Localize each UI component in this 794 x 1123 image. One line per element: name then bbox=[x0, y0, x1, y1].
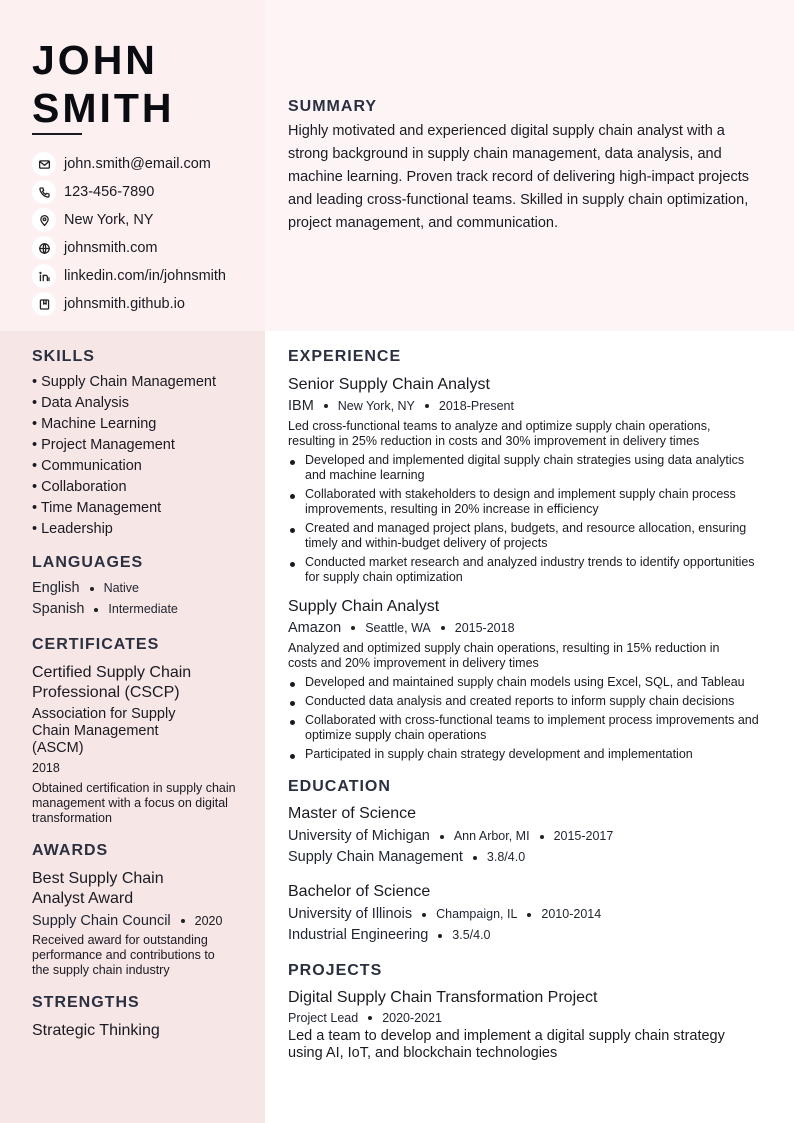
linkedin-icon bbox=[32, 264, 56, 288]
separator-dot bbox=[425, 404, 429, 408]
education-school-line bbox=[288, 904, 768, 925]
separator-dot bbox=[422, 913, 426, 917]
education-heading: EDUCATION bbox=[288, 778, 391, 795]
job-meta bbox=[288, 620, 768, 636]
bullet-dot bbox=[288, 713, 305, 743]
skill-item: • Leadership bbox=[32, 521, 113, 537]
education-school-line bbox=[288, 826, 768, 847]
awards-heading: AWARDS bbox=[32, 842, 109, 859]
education-field-line bbox=[288, 847, 768, 868]
phone-icon bbox=[32, 180, 56, 204]
globe-icon bbox=[32, 236, 56, 260]
skill-item: • Time Management bbox=[32, 500, 162, 516]
languages-section bbox=[32, 554, 247, 620]
bullet-text: Developed and implemented digital supply chain strategies using data analytics and machine learning bbox=[305, 453, 745, 482]
job-bullets bbox=[288, 675, 768, 762]
education-dates: 2015-2017 bbox=[553, 829, 614, 843]
separator-dot bbox=[324, 404, 328, 408]
degree-name: Master of Science bbox=[288, 805, 417, 822]
degree-name: Bachelor of Science bbox=[288, 883, 431, 900]
location-pin-icon bbox=[32, 208, 56, 232]
separator-dot bbox=[90, 587, 94, 591]
job-bullets bbox=[288, 453, 768, 585]
bullet-dot bbox=[288, 747, 305, 762]
separator-dot bbox=[368, 1016, 372, 1020]
job-title: Senior Supply Chain Analyst bbox=[288, 376, 490, 393]
contact-email[interactable] bbox=[32, 150, 226, 178]
award-description: Received award for outstanding performance and contributions to the supply chain industry bbox=[32, 933, 215, 977]
job-dates: 2018-Present bbox=[438, 399, 514, 413]
education-entry bbox=[288, 882, 768, 946]
certificate-description: Obtained certification in supply chain management with a focus on digital transformation bbox=[32, 781, 236, 825]
award-issuer: Supply Chain Council bbox=[32, 913, 171, 929]
separator-dot bbox=[351, 626, 355, 630]
job-bullet bbox=[288, 521, 768, 551]
bullet-dot bbox=[288, 694, 305, 709]
summary-heading: SUMMARY bbox=[288, 98, 378, 115]
project-entry bbox=[288, 988, 768, 1062]
skill-item: • Communication bbox=[32, 458, 142, 474]
name-divider bbox=[32, 133, 82, 135]
experience-section bbox=[288, 348, 768, 762]
last-name: SMITH bbox=[32, 85, 175, 131]
separator-dot bbox=[181, 919, 185, 923]
job-location: Seattle, WA bbox=[365, 621, 431, 635]
bullet-text: Developed and maintained supply chain models using Excel, SQL, and Tableau bbox=[305, 675, 745, 689]
contact-portfolio[interactable] bbox=[32, 290, 226, 318]
awards-section bbox=[32, 842, 247, 978]
education-section bbox=[288, 778, 768, 946]
portfolio-icon bbox=[32, 292, 56, 316]
projects-heading: PROJECTS bbox=[288, 962, 383, 979]
language-name: English bbox=[32, 580, 80, 596]
contact-linkedin-text: linkedin.com/in/johnsmith bbox=[64, 268, 226, 284]
contact-location-text: New York, NY bbox=[64, 212, 154, 228]
separator-dot bbox=[527, 913, 531, 917]
experience-heading: EXPERIENCE bbox=[288, 348, 402, 365]
job-location: New York, NY bbox=[337, 399, 415, 413]
job-bullet bbox=[288, 694, 768, 709]
contact-website[interactable] bbox=[32, 234, 226, 262]
job-entry bbox=[288, 597, 768, 762]
project-role: Project Lead bbox=[288, 1011, 359, 1025]
education-entry bbox=[288, 804, 768, 868]
skills-section bbox=[32, 348, 247, 540]
certificate-issuer: Association for Supply Chain Management (ASCM) bbox=[32, 706, 176, 756]
bullet-dot bbox=[288, 555, 305, 585]
separator-dot bbox=[441, 626, 445, 630]
school-name: University of Illinois bbox=[288, 906, 413, 922]
job-company: Amazon bbox=[288, 620, 342, 636]
gpa: 3.5/4.0 bbox=[452, 928, 491, 942]
sidebar bbox=[32, 348, 247, 1041]
field-of-study: Industrial Engineering bbox=[288, 927, 429, 943]
job-description: Led cross-functional teams to analyze and optimize supply chain operations, resulting in 25% reduction in costs and 30% improvement in delivery times bbox=[288, 419, 711, 448]
job-dates: 2015-2018 bbox=[454, 621, 515, 635]
job-company: IBM bbox=[288, 398, 314, 414]
bullet-text: Collaborated with cross-functional teams to implement process improvements and optimize supply chain operations bbox=[305, 713, 759, 742]
certificate-year: 2018 bbox=[32, 761, 60, 775]
gpa: 3.8/4.0 bbox=[486, 850, 526, 864]
award-year: 2020 bbox=[194, 913, 223, 928]
contact-website-text: johnsmith.com bbox=[64, 240, 158, 256]
bullet-dot bbox=[288, 453, 305, 483]
separator-dot bbox=[438, 934, 442, 938]
job-description: Analyzed and optimized supply chain operations, resulting in 15% reduction in costs and 20% improvement in delivery times bbox=[288, 641, 720, 670]
contact-phone-text: 123-456-7890 bbox=[64, 184, 155, 200]
job-title: Supply Chain Analyst bbox=[288, 598, 440, 615]
school-name: University of Michigan bbox=[288, 828, 430, 844]
job-bullet bbox=[288, 555, 768, 585]
separator-dot bbox=[473, 856, 477, 860]
job-meta bbox=[288, 398, 768, 414]
bullet-text: Created and managed project plans, budgets, and resource allocation, ensuring timely and within-budget delivery of projects bbox=[305, 521, 747, 550]
strengths-section bbox=[32, 994, 247, 1041]
strength-item: Strategic Thinking bbox=[32, 1022, 160, 1039]
language-name: Spanish bbox=[32, 601, 85, 617]
language-level: Native bbox=[103, 581, 139, 595]
job-bullet bbox=[288, 713, 768, 743]
contact-portfolio-text: johnsmith.github.io bbox=[64, 296, 185, 312]
school-location: Ann Arbor, MI bbox=[453, 829, 530, 843]
certificates-heading: CERTIFICATES bbox=[32, 636, 160, 653]
first-name: JOHN bbox=[32, 37, 158, 83]
job-bullet bbox=[288, 487, 768, 517]
contact-phone[interactable] bbox=[32, 178, 226, 206]
skill-item: • Data Analysis bbox=[32, 395, 129, 411]
candidate-name bbox=[32, 36, 175, 132]
job-bullet bbox=[288, 747, 768, 762]
skill-item: • Supply Chain Management bbox=[32, 374, 217, 390]
skills-heading: SKILLS bbox=[32, 348, 95, 365]
language-item bbox=[32, 599, 247, 620]
separator-dot bbox=[440, 835, 444, 839]
bullet-dot bbox=[288, 675, 305, 690]
job-entry bbox=[288, 375, 768, 585]
project-description: Led a team to develop and implement a digital supply chain strategy using AI, IoT, and blockchain technologies bbox=[288, 1028, 725, 1061]
bullet-text: Participated in supply chain strategy development and implementation bbox=[305, 747, 693, 761]
envelope-icon bbox=[32, 152, 56, 176]
strengths-heading: STRENGTHS bbox=[32, 994, 140, 1011]
education-dates: 2010-2014 bbox=[541, 907, 602, 921]
field-of-study: Supply Chain Management bbox=[288, 849, 463, 865]
projects-section bbox=[288, 962, 768, 1062]
skill-item: • Collaboration bbox=[32, 479, 127, 495]
bullet-text: Collaborated with stakeholders to design and implement supply chain process improvements, resulting in 20% increase in efficiency bbox=[305, 487, 736, 516]
certificate-name: Certified Supply Chain Professional (CSCP) bbox=[32, 664, 192, 701]
certificates-section bbox=[32, 636, 247, 826]
separator-dot bbox=[94, 608, 98, 612]
language-item bbox=[32, 578, 247, 599]
job-bullet bbox=[288, 453, 768, 483]
award-meta bbox=[32, 913, 247, 929]
language-level: Intermediate bbox=[108, 602, 178, 616]
job-bullet bbox=[288, 675, 768, 690]
bullet-text: Conducted market research and analyzed industry trends to identify opportunities for supply chain optimization bbox=[305, 555, 755, 584]
languages-heading: LANGUAGES bbox=[32, 554, 144, 571]
contact-list bbox=[32, 150, 226, 318]
project-name: Digital Supply Chain Transformation Project bbox=[288, 989, 598, 1006]
summary-section bbox=[288, 98, 758, 235]
award-name: Best Supply Chain Analyst Award bbox=[32, 870, 164, 907]
school-location: Champaign, IL bbox=[436, 907, 518, 921]
contact-location bbox=[32, 206, 226, 234]
contact-email-text: john.smith@email.com bbox=[64, 156, 211, 172]
skill-item: • Machine Learning bbox=[32, 416, 157, 432]
bullet-text: Conducted data analysis and created reports to inform supply chain decisions bbox=[305, 694, 735, 708]
skill-item: • Project Management bbox=[32, 437, 175, 453]
separator-dot bbox=[540, 835, 544, 839]
project-meta bbox=[288, 1011, 768, 1025]
main-content bbox=[288, 348, 768, 1062]
skills-list bbox=[32, 372, 247, 540]
bullet-dot bbox=[288, 487, 305, 517]
bullet-dot bbox=[288, 521, 305, 551]
education-field-line bbox=[288, 925, 768, 946]
summary-text: Highly motivated and experienced digital supply chain analyst with a strong background in supply chain management, data analysis, and machine learning. Proven track record of delivering high-impact projects and leading cross-functional teams. Skilled in supply chain optimization, project management, and communication. bbox=[288, 123, 749, 231]
contact-linkedin[interactable] bbox=[32, 262, 226, 290]
project-dates: 2020-2021 bbox=[382, 1011, 442, 1025]
